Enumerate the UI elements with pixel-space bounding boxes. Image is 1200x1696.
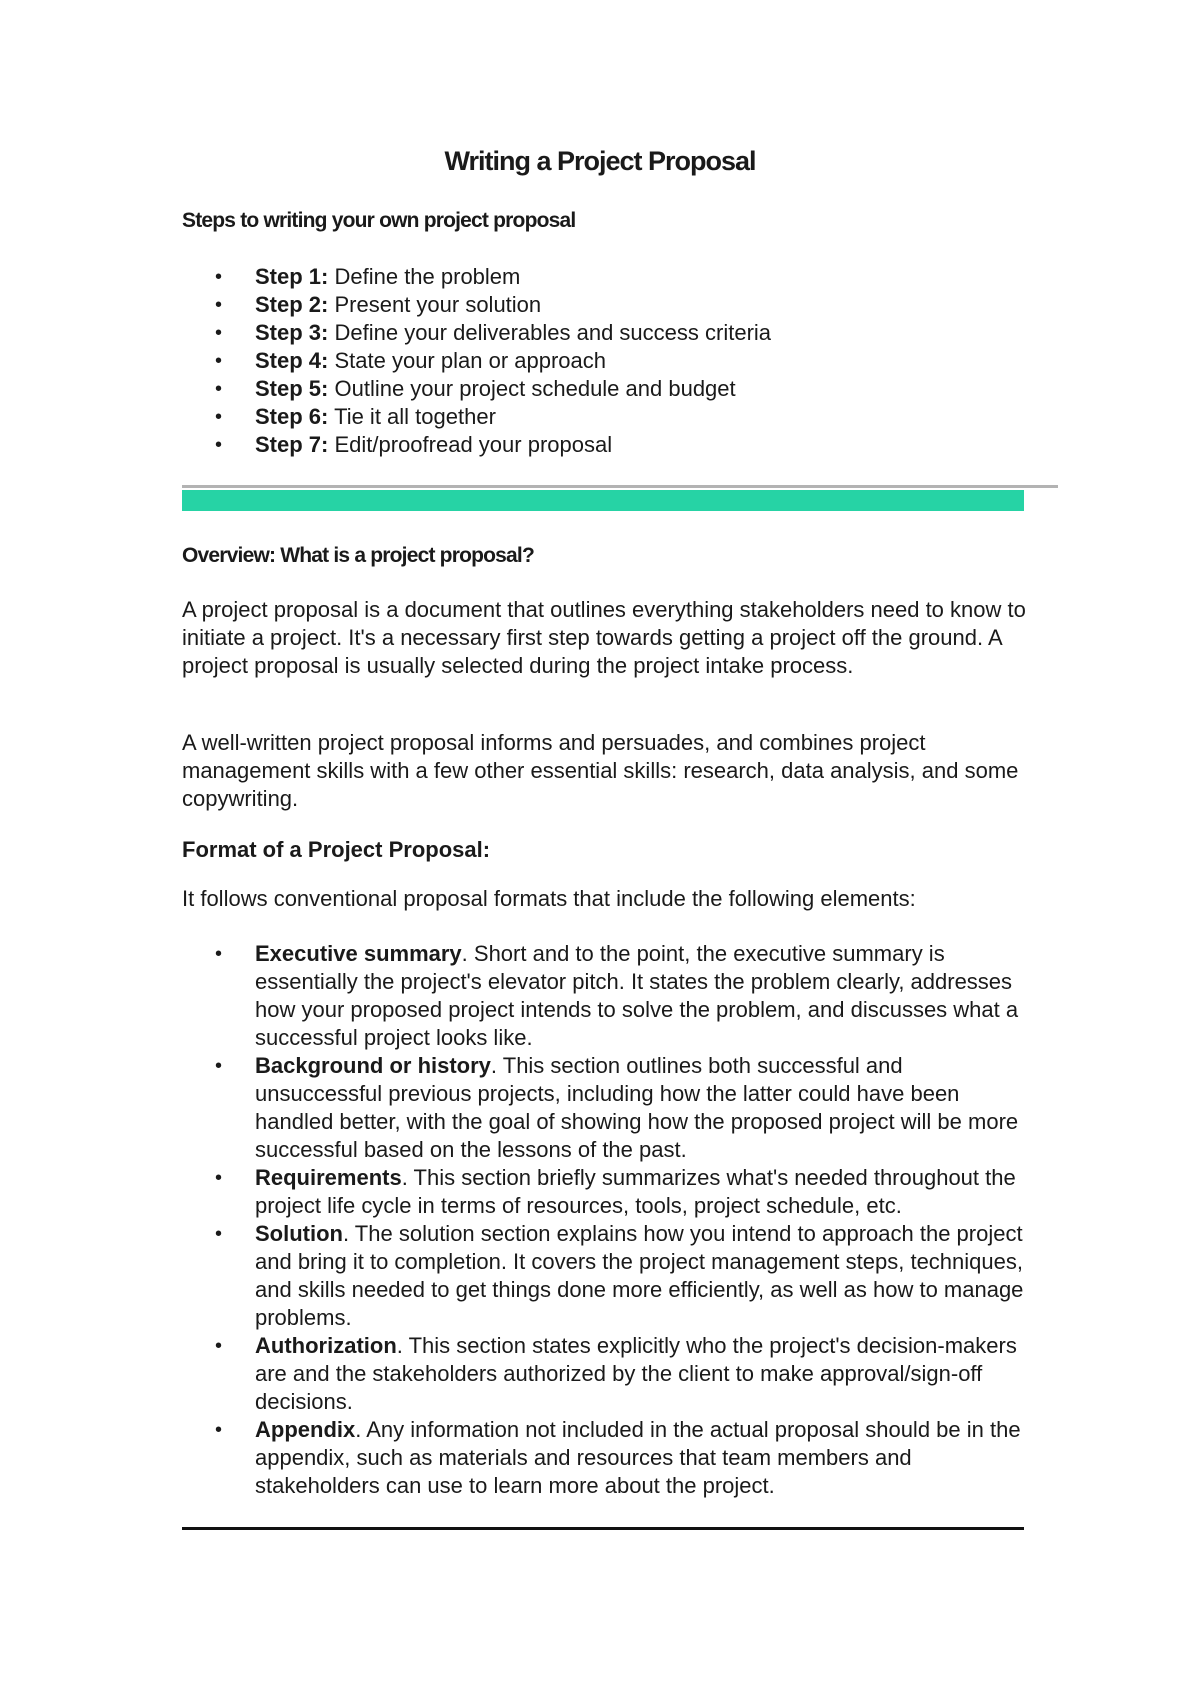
element-item	[182, 1220, 1032, 1332]
elements-list	[182, 940, 1032, 1500]
step-label: Step 5:	[255, 376, 329, 401]
element-label: Appendix	[255, 1417, 356, 1442]
element-item	[182, 1164, 1032, 1220]
overview-paragraph: A well-written project proposal informs and persuades, and combines project management skills with a few other essential skills: research, data analysis, and some copywriting.	[182, 730, 1019, 811]
step-text: Present your solution	[334, 292, 542, 317]
step-text: State your plan or approach	[334, 348, 606, 373]
overview-paragraph: A project proposal is a document that outlines everything stakeholders need to know to initiate a project. It's a necessary first step towards getting a project off the ground. A project proposal is usually selected during the project intake process.	[182, 597, 1026, 678]
element-item	[182, 1052, 1032, 1164]
step-item	[182, 375, 771, 403]
step-item	[182, 319, 771, 347]
step-label: Step 6:	[255, 404, 329, 429]
step-label: Step 2:	[255, 292, 329, 317]
element-label: Background or history	[255, 1053, 491, 1078]
element-text: . Short and to the point, the executive summary is essentially the project's elevator pitch. It states the problem clearly, addresses how your proposed project intends to solve the problem, and discusses what a successful project looks like.	[255, 941, 1019, 1050]
element-item	[182, 1416, 1032, 1500]
step-label: Step 1:	[255, 264, 329, 289]
overview-heading: Overview: What is a project proposal?	[182, 544, 534, 567]
step-item	[182, 347, 771, 375]
element-text: . This section outlines both successful and unsuccessful previous projects, including how the latter could have been handled better, with the goal of showing how the proposed project will be more successful based on the lessons of the past.	[255, 1053, 1019, 1162]
step-item	[182, 263, 771, 291]
step-text: Edit/proofread your proposal	[334, 432, 613, 457]
step-text: Tie it all together	[334, 404, 496, 429]
step-text: Define the problem	[334, 264, 521, 289]
gray-divider-rule	[182, 485, 1058, 488]
format-heading: Format of a Project Proposal:	[182, 837, 491, 862]
element-text: . Any information not included in the actual proposal should be in the appendix, such as materials and resources that team members and stakeholders can use to learn more about the project.	[255, 1417, 1021, 1498]
document-title: Writing a Project Proposal	[444, 146, 756, 176]
element-label: Authorization	[255, 1333, 397, 1358]
step-text: Outline your project schedule and budget	[334, 376, 736, 401]
element-item	[182, 940, 1032, 1052]
step-label: Step 3:	[255, 320, 329, 345]
format-intro: It follows conventional proposal formats that include the following elements:	[182, 886, 916, 911]
steps-list	[182, 263, 771, 459]
step-item	[182, 403, 771, 431]
element-text: . The solution section explains how you intend to approach the project and bring it to completion. It covers the project management steps, techniques, and skills needed to get things done more efficiently, as well as how to manage problems.	[255, 1221, 1024, 1330]
element-text: . This section briefly summarizes what's needed throughout the project life cycle in terms of resources, tools, project schedule, etc.	[255, 1165, 1016, 1218]
step-item	[182, 431, 771, 459]
element-label: Requirements	[255, 1165, 402, 1190]
step-label: Step 7:	[255, 432, 329, 457]
step-item	[182, 291, 771, 319]
step-text: Define your deliverables and success criteria	[334, 320, 772, 345]
bottom-rule	[182, 1527, 1024, 1530]
element-label: Executive summary	[255, 941, 462, 966]
teal-accent-band	[182, 490, 1024, 511]
element-text: . This section states explicitly who the project's decision-makers are and the stakeholders authorized by the client to make approval/sign-off decisions.	[255, 1333, 1017, 1414]
element-label: Solution	[255, 1221, 343, 1246]
steps-heading: Steps to writing your own project proposal	[182, 209, 576, 232]
step-label: Step 4:	[255, 348, 329, 373]
element-item	[182, 1332, 1032, 1416]
